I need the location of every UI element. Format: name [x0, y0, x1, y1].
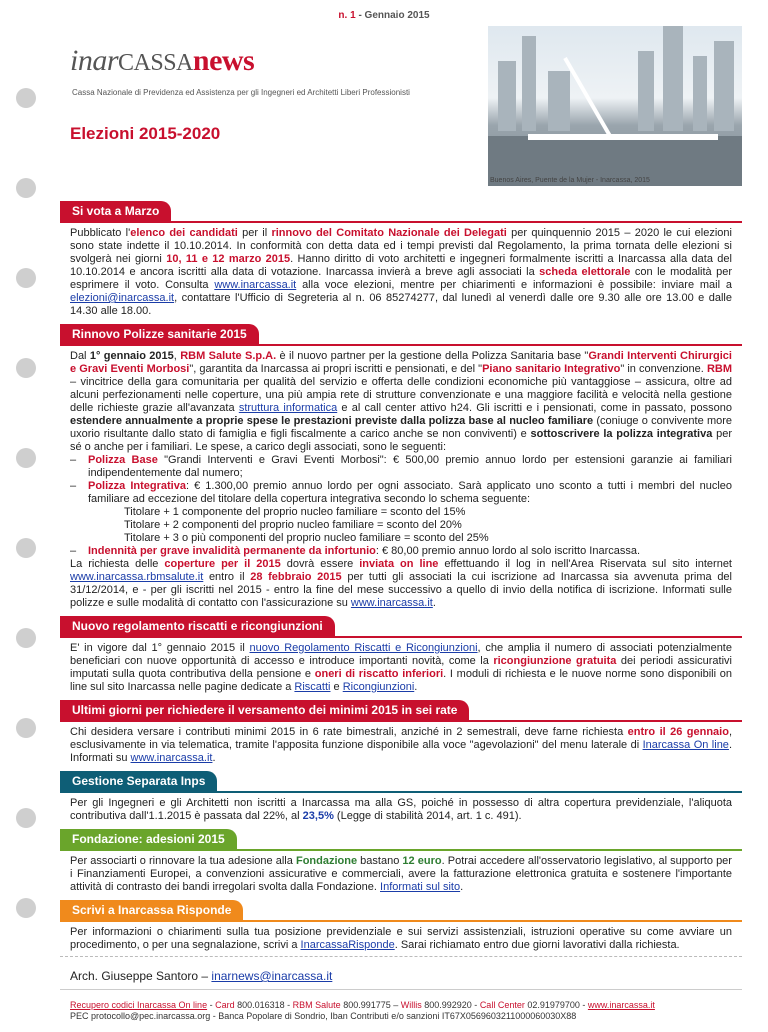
- logo-part: news: [192, 44, 255, 77]
- section-title: Si vota a Marzo: [60, 201, 171, 221]
- binder-holes: [16, 0, 40, 994]
- tagline: Cassa Nazionale di Previdenza ed Assistenza per gli Ingegneri ed Architetti Liberi Professionisti: [72, 88, 410, 97]
- inarcassa-news-logo: [70, 44, 254, 78]
- binder-hole: [16, 178, 36, 198]
- it-structure-link[interactable]: struttura informatica: [238, 402, 338, 414]
- binder-hole: [16, 448, 36, 468]
- section-header: [60, 771, 742, 793]
- header-photo: [488, 26, 742, 186]
- binder-hole: [16, 808, 36, 828]
- section-text: Per informazioni o chiarimenti sulla tua posizione previdenziale e sui servizi assistenziali, istruzioni operative su come avviare un procedimento, o per una segnalazione, scrivi a InarcassaRisponde. Sarai richiamato entro due giorni lavorativi dalla richiesta.: [70, 926, 732, 951]
- section-title: Ultimi giorni per richiedere il versamento dei minimi 2015 in sei rate: [60, 700, 469, 720]
- section-foundation: [60, 829, 742, 898]
- section-contact: [60, 900, 742, 956]
- inarcassa-online-link[interactable]: Inarcassa On line: [642, 739, 729, 751]
- foundation-site-link[interactable]: Informati sul sito: [380, 881, 461, 893]
- section-text: Per gli Ingegneri e gli Architetti non iscritti a Inarcassa ma alla GS, poiché in possesso di altra copertura previdenziale, l'aliquota contributiva dall'1.1.2015 è passata dal 22%, al 23,5% (Legge di stabilità 2014, art. 1 c. 491).: [70, 797, 732, 822]
- section-header: [60, 324, 742, 346]
- newsletter-page: [60, 26, 742, 1032]
- discount-row: Titolare + 3 o più componenti del proprio nucleo familiare = sconto del 25%: [124, 532, 489, 544]
- footer: Recupero codici Inarcassa On line - Card 800.016318 - RBM Salute 800.991775 – Willis 800.992920 - Call Center 02.91979700 - www.inarcassa.it PEC protocollo@pec.inarcassa.org - Banca Popolare di Sondrio, Iban Contributi e/o sanzioni IT67X0569603211000060030X88: [60, 989, 742, 1032]
- discount-row: Titolare + 2 componenti del proprio nucleo familiare = sconto del 20%: [124, 519, 462, 531]
- issue-date: - Gennaio 2015: [358, 10, 430, 21]
- list-item: – Indennità per grave invalidità permanente da infortunio: € 80,00 premio annuo lordo al solo iscritto Inarcassa.: [70, 545, 732, 558]
- section-title: Scrivi a Inarcassa Risponde: [60, 900, 243, 920]
- section-voting: [60, 201, 742, 322]
- binder-hole: [16, 898, 36, 918]
- section-header: [60, 700, 742, 722]
- binder-hole: [16, 628, 36, 648]
- list-item: – Polizza Base "Grandi Interventi e Gravi Eventi Morbosi": € 500,00 premio annuo lordo per estensioni garanzie ai familiari indipendentemente dal numero;: [70, 454, 732, 480]
- inarcassa-link[interactable]: www.inarcassa.it: [214, 279, 297, 291]
- section-header: [60, 829, 742, 851]
- binder-hole: [16, 358, 36, 378]
- issue-number: n. 1: [338, 10, 356, 21]
- photo-caption: Buenos Aires, Puente de la Mujer - Inarcassa, 2015: [490, 177, 650, 184]
- recover-codes-link[interactable]: Recupero codici Inarcassa On line: [70, 1000, 208, 1010]
- binder-hole: [16, 538, 36, 558]
- signature: [60, 956, 742, 989]
- inarcassa-risponde-link[interactable]: InarcassaRisponde: [300, 939, 395, 951]
- section-regulation: [60, 616, 742, 698]
- inarcassa-link[interactable]: www.inarcassa.it: [587, 1000, 655, 1010]
- discount-row: Titolare + 1 componente del proprio nucleo familiare = sconto del 15%: [124, 506, 466, 518]
- issue-label: [0, 10, 768, 21]
- section-inps: [60, 771, 742, 827]
- header: [60, 26, 742, 201]
- footer-pec: PEC protocollo@pec.inarcassa.org - Banca Popolare di Sondrio, Iban Contributi e/o sanzioni IT67X0569603211000060030X88: [70, 1011, 577, 1021]
- section-title: Fondazione: adesioni 2015: [60, 829, 237, 849]
- section-insurance: [60, 324, 742, 614]
- binder-hole: [16, 88, 36, 108]
- rbm-salute-link[interactable]: www.inarcassa.rbmsalute.it: [70, 571, 204, 583]
- inarnews-email-link[interactable]: inarnews@inarcassa.it: [211, 969, 333, 983]
- section-header: [60, 201, 742, 223]
- regulation-link[interactable]: nuovo Regolamento Riscatti e Ricongiunzioni: [249, 642, 478, 654]
- list-item: – Polizza Integrativa: € 1.300,00 premio annuo lordo per ogni associato. Sarà applicato uno sconto a tutti i membri del nucleo familiare ad eccezione del titolare della copertura integrativa secondo lo schema seguente:: [70, 480, 732, 506]
- riscatti-link[interactable]: Riscatti: [294, 681, 331, 693]
- logo-part: inar: [70, 44, 119, 77]
- binder-hole: [16, 268, 36, 288]
- section-header: [60, 616, 742, 638]
- logo-part: CASSA: [118, 50, 193, 76]
- page-title: Elezioni 2015-2020: [70, 124, 221, 143]
- section-minimums: [60, 700, 742, 769]
- section-header: [60, 900, 742, 922]
- section-title: Nuovo regolamento riscatti e ricongiunzioni: [60, 616, 335, 636]
- binder-hole: [16, 718, 36, 738]
- section-text: Pubblicato l'elenco dei candidati per il rinnovo del Comitato Nazionale dei Delegati per quinquennio 2015 – 2020 le cui elezioni sono state indette il 10.10.2014. In conformità con detta data ed i tempi previsti dal Regolamento, la prima tornata delle elezioni si svolgerà nei giorni 10, 11 e 12 marzo 2015. Hanno diritto di voto architetti e ingegneri formalmente iscritti a Inarcassa alla data del 10.10.2014 e ancora iscritti alla data di votazione. Inarcassa invierà a breve agli associati la scheda elettorale con le modalità per esprimere il voto. Consulta www.inarcassa.it alla voce elezioni, mentre per chiarimenti e informazioni è possibile: inviare mail a elezioni@inarcassa.it, contattare l'Ufficio di Segreteria al n. 06 85274277, dal lunedì al venerdì dalle ore 9.30 alle ore 13.00 e dalle 14.30 alle 18.00.: [70, 227, 733, 317]
- signature-name: Arch. Giuseppe Santoro –: [70, 969, 212, 983]
- section-text: Per associarti o rinnovare la tua adesione alla Fondazione bastano 12 euro. Potrai accedere all'osservatorio legislativo, al supporto per i Finanziamenti Europei, a convenzioni assicurative e commerciali, avere la fatturazione elettronica gratuita e sostenere l'importante attività di contrasto dei bandi irregolari svolta dalla Fondazione. Informati sul sito.: [70, 855, 732, 893]
- section-title: Gestione Separata Inps: [60, 771, 217, 791]
- inarcassa-link[interactable]: www.inarcassa.it: [350, 597, 433, 609]
- ricongiunzioni-link[interactable]: Ricongiunzioni: [342, 681, 415, 693]
- section-text: E' in vigore dal 1° gennaio 2015 il nuovo Regolamento Riscatti e Ricongiunzioni, che amplia il numero di associati potenzialmente beneficiari con nuove opportunità di accesso e introduce importanti novità, come la ricongiunzione gratuita dei periodi assicurativi imputati sulla quota contributiva della pensione e oneri di riscatto inferiori. I moduli di richiesta e le nuove norme sono disponibili on line sul sito Inarcassa nelle pagine dedicate a Riscatti e Ricongiunzioni.: [70, 642, 732, 693]
- section-title: Rinnovo Polizze sanitarie 2015: [60, 324, 259, 344]
- inarcassa-link[interactable]: www.inarcassa.it: [130, 752, 213, 764]
- section-text: Dal 1° gennaio 2015, RBM Salute S.p.A. è il nuovo partner per la gestione della Polizza Sanitaria base "Grandi Interventi Chirurgici e Gravi Eventi Morbosi", garantita da Inarcassa ai propri iscritti e pensionati, e del "Piano sanitario Integrativo" in convenzione. RBM – vincitrice della gara comunitaria per qualità del servizio e offerta delle condizioni economiche più vantaggiose – assicura, oltre ad alcuni perfezionamenti nelle coperture, una più ampia rete di strutture convenzionate e una maggiore facilità e velocità nella gestione delle richieste grazie all'avanzata struttura informatica e al call center attivo h24. Gli iscritti e i pensionati, come in passato, possono estendere annualmente a proprie spese le prestazioni previste dalla polizza base al nucleo familiare (coniuge o convivente more uxorio risultante dallo stato di famiglia e figli fiscalmente a carico anche se non conviventi) e sottoscrivere la polizza integrativa per sé o anche per i familiari. Le spese, a carico degli associati, sono le seguenti: – Polizza Base "Grandi Interventi e Gravi Eventi Morbosi": € 500,00 premio annuo lordo per estensioni garanzie ai familiari indipendentemente dal numero; – Polizza Integrativa: € 1.300,00 premio annuo lordo per ogni associato. Sarà applicato uno sconto a tutti i membri del nucleo familiare ad eccezione del titolare della copertura integrativa secondo lo schema seguente: Titolare + 1 componente del proprio nucleo familiare = sconto del 15% Titolare + 2 componenti del proprio nucleo familiare = sconto del 20% Titolare + 3 o più componenti del proprio nucleo familiare = sconto del 25% – Indennità per grave invalidità permanente da infortunio: € 80,00 premio annuo lordo al solo iscritto Inarcassa. La richiesta delle coperture per il 2015 dovrà essere inviata on line effettuando il log in nell'Area Riservata sul sito internet www.inarcassa.rbmsalute.it entro il 28 febbraio 2015 per tutti gli associati la cui iscrizione ad Inarcassa sia avvenuta prima del 31/12/2014, e - per gli iscritti nel 2015 - entro la fine del mese successivo a quello di invio della notifica di iscrizione. Informati sulle polizze e sulle modalità di contatto con l'assicurazione su www.inarcassa.it.: [60, 346, 742, 614]
- elezioni-email-link[interactable]: elezioni@inarcassa.it: [70, 292, 175, 304]
- section-text: Chi desidera versare i contributi minimi 2015 in 6 rate bimestrali, anziché in 2 semestrali, deve farne richiesta entro il 26 gennaio, esclusivamente in via telematica, tramite l'apposita funzione disponibile alla voce "agevolazioni" del menu laterale di Inarcassa On line. Informati su www.inarcassa.it.: [70, 726, 732, 764]
